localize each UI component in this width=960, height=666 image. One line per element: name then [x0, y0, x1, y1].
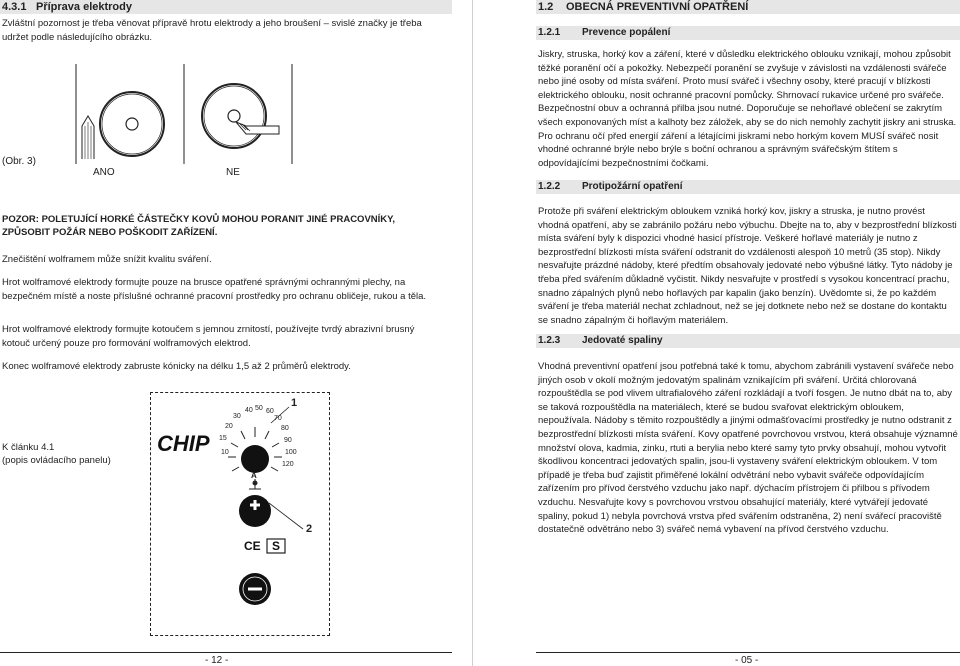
figure-caption-no: NE	[226, 167, 240, 178]
panel-callout-1: 1	[291, 397, 298, 409]
output-socket-plus	[239, 495, 271, 527]
electrode-horizontal	[236, 122, 279, 134]
s-mark: S	[272, 539, 281, 553]
paragraph-grinding-wheel: Hrot wolframové elektrody formujte kotoučem s jemnou zrnitostí, používejte tvrdý abrazivní brusný kotouč určený pouze pro formování wolframových elektrod.	[2, 324, 415, 349]
dial-label: 10	[221, 449, 229, 456]
subsection-number: 1.2.2	[538, 181, 561, 192]
subsection-title: Prevence popálení	[582, 27, 671, 38]
dial-label: 90	[284, 437, 292, 444]
dial-label: 60	[266, 408, 274, 415]
page-number-right: - 05 -	[735, 655, 759, 666]
warning-text: POZOR: POLETUJÍCÍ HORKÉ ČÁSTEČKY KOVŮ MOHOU PORANIT JINÉ PRACOVNÍKY, ZPŮSOBIT POŽÁR NEBO POŠKODIT ZAŘÍZENÍ.	[2, 214, 396, 238]
section-number: 4.3.1	[2, 1, 27, 13]
ce-mark: CE	[244, 539, 261, 553]
subsection-number: 1.2.3	[538, 335, 561, 346]
footer-rule-left	[0, 652, 452, 653]
panel-brand: CHIP	[157, 431, 210, 456]
figure-caption-yes: ANO	[93, 167, 115, 178]
reference-article: K článku 4.1	[2, 442, 55, 453]
dial-label: 50	[255, 405, 263, 412]
figure-frame-left	[76, 64, 292, 164]
mode-indicator-icon	[249, 479, 261, 489]
fire-prevention-text: Protože při sváření elektrickým obloukem vzniká horký kov, jiskry a struska, je nutno provést vhodná opatření, aby se zabránilo požáru nebo výbuchu. Dbejte na to, aby v bezprostřední blízkosti místa sváření byly k dispozici vhodné hasicí přístroje. Veškeré hořlavé materiály je nutno z bezprostřední blízkosti místa sváření odstranit do vzdálenosti alespoň 10 metrů (35 stop). Nikdy nesvařujte prázdné nádoby, které předtím obsahovaly jedovaté nebo výbušné látky. Tyto nádoby je třeba před svářením důkladně vyčistit. Nikdy nesvařujte v prostředí s vysokou koncentrací prachu, snadno zápalných plynů nebo hořlavých par kapalin (jako benzín). Uvědomte si, že po každém sváření je třeba materiál nechat zchladnout, než se jej dotknete nebo než se dostane do kontaktu se snadno zápalným či hořlavým materiálem.	[538, 206, 957, 326]
page-divider	[472, 0, 473, 666]
subsection-number: 1.2.1	[538, 27, 561, 38]
panel-callout-2: 2	[306, 523, 313, 535]
section-title: Příprava elektrody	[36, 1, 132, 13]
dial-label: 30	[233, 413, 241, 420]
footer-rule-right	[536, 652, 960, 653]
dial-label: 100	[285, 449, 297, 456]
reference-description: (popis ovládacího panelu)	[2, 455, 111, 466]
burn-prevention-text: Jiskry, struska, horký kov a záření, které v důsledku elektrického oblouku vznikají, mohou způsobit těžké poranění očí a pokožky. Nebezpečí poranění se zvyšuje v závislosti na vzdálenosti svářeče nebo jiné osoby od místa sváření. Proto musí svářeč i všechny osoby, které pracují v blízkosti elektrického oblouku, nosit ochranné pracovní pomůcky. Shrnovací rukavice určené pro svářeče. Bezpečnostní obuv a ochranná přilba jsou nutné. Doporučuje se nehořlavé oblečení se zakrytím všech exponovaných míst a kalhoty bez záložek, aby se do nich nemohly zachytit jiskry ani struska. Pro ochranu očí před energií záření a létajícími jiskrami nebo horkým kovem MUSÍ svářeč nosit vhodné ochranné brýle nebo brýle s boční ochranou a správným svářečským štítem s odpovídajícími bezpečnostními čočkami.	[538, 49, 957, 169]
subsection-title: Protipožární opatření	[582, 181, 683, 192]
electrode-grinding-figure	[74, 64, 294, 164]
chapter-title: OBECNÁ PREVENTIVNÍ OPATŘENÍ	[566, 1, 749, 13]
dial-label: 120	[282, 461, 294, 468]
dial-label: 20	[225, 423, 233, 430]
toxic-fumes-text: Vhodná preventivní opatření jsou potřebná také k tomu, abychom zabránili vystavení svářeče nebo jiných osob v okolí možným jedovatým spalinám vznikajícím při sváření. Určitá chlorovaná rozpouštědla se pod vlivem ultrafialového záření rozkládají a tvoří fosgen. Je nutno dbát na to, aby se taková rozpouštědla na materiálech, které se budou svařovat elektrickým obloukem, nepoužívala. Nádoby s těmito rozpouštědly a jinými odmašťovacími prostředky je nutno odstranit z bezprostřední blízkosti místa sváření. Kovy opatřené povrchovou vrstvou, která obsahuje významné množství olova, kadmia, zinku, rtuti a berylia nebo které samy tyto prvky obsahují, mohou vytvořit škodlivou koncentraci jedovatých spalin, jsou-li vystaveny sváření elektrickým obloukem. V tom případě je třeba buď zajistit přiměřené lokální odvětrání nebo vybavit svářeče odpovídajícím zařízením pro přívod čerstvého vzduchu jako např. dýchacím přístrojem či přilbou s přívodem vzduchu. Nesvařujte kovy s povrchovou vrstvou obsahující materiály, které vytvářejí jedovaté spaliny, pokud 1) nebyla povrchová vrstva před svářením odstraněna, 2) není svářecí pracoviště dostatečně odvětráno nebo 3) svářeč nemá vybavení na přívod čerstvého vzduchu.	[538, 361, 958, 536]
dial-label: 80	[281, 425, 289, 432]
intro-paragraph: Zvláštní pozornost je třeba věnovat přípravě hrotu elektrody a jeho broušení – svislé značky je třeba udržet podle následujícího obrázku.	[2, 18, 422, 43]
paragraph-cone-length: Konec wolframové elektrody zabruste kónicky na délku 1,5 až 2 průměrů elektrody.	[2, 361, 351, 372]
chapter-number: 1.2	[538, 1, 554, 13]
paragraph-grinder-safety: Hrot wolframové elektrody formujte pouze na brusce opatřené správnými ochrannými plechy, na bezpečném místě a noste příslušné ochranné pracovní prostředky pro ochranu obličeje, rukou a těla.	[2, 277, 427, 302]
dial-label: 40	[245, 407, 253, 414]
subsection-title: Jedovaté spaliny	[582, 335, 663, 346]
page-number-left: - 12 -	[205, 655, 229, 666]
paragraph-contamination: Znečištění wolframem může snížit kvalitu sváření.	[2, 254, 212, 265]
figure-label: (Obr. 3)	[2, 156, 36, 167]
control-panel-figure	[150, 392, 330, 636]
dial-label: 70	[274, 415, 282, 422]
dial-unit: A	[251, 471, 257, 480]
dial-label: 15	[219, 435, 227, 442]
current-knob	[241, 445, 269, 473]
